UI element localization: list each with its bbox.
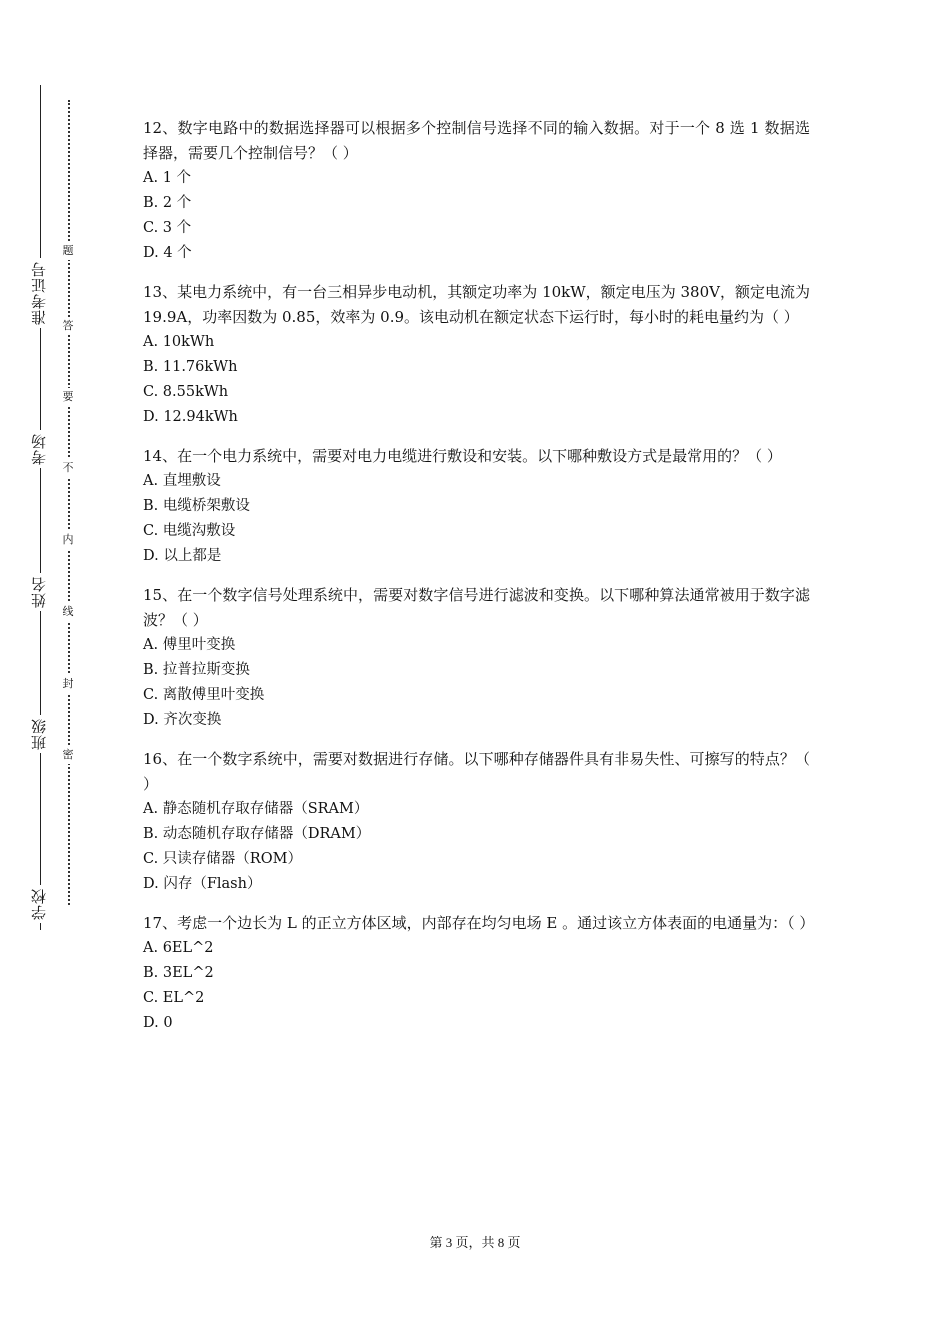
- option-d: D. 闪存（Flash）: [143, 876, 262, 892]
- option-b: B. 3EL^2: [143, 965, 214, 981]
- seal-char: 题: [62, 242, 74, 260]
- option-a: A. 直埋敷设: [143, 473, 221, 489]
- option-b: B. 11.76kWh: [143, 359, 238, 375]
- seal-char: 内: [62, 531, 74, 549]
- question-12: [143, 116, 810, 266]
- question-15: [143, 583, 810, 733]
- seal-char: 线: [62, 603, 74, 621]
- question-stem: 13、某电力系统中，有一台三相异步电动机，其额定功率为 10kW，额定电压为 380V，额定电流为 19.9A，功率因数为 0.85，效率为 0.9。该电动机在额定状态下运行时，每小时的耗电量约为（ ）: [143, 283, 810, 326]
- field-class-label: 班级: [31, 715, 47, 753]
- option-a: A. 静态随机存取存储器（SRAM）: [143, 801, 369, 817]
- field-name-label: 姓名: [31, 573, 47, 611]
- field-school-label: 学校: [31, 885, 47, 923]
- question-13: [143, 280, 810, 430]
- option-c: C. 3 个: [143, 220, 192, 236]
- page-number: 第 3 页，共 8 页: [429, 1235, 521, 1250]
- option-a: A. 10kWh: [143, 334, 215, 350]
- option-c: C. EL^2: [143, 990, 205, 1006]
- seal-char: 答: [62, 317, 74, 335]
- option-d: D. 以上都是: [143, 548, 222, 564]
- seal-char: 要: [62, 388, 74, 406]
- option-d: D. 4 个: [143, 245, 192, 261]
- question-stem: 14、在一个电力系统中，需要对电力电缆进行敷设和安装。以下哪种敷设方式是最常用的？（ ）: [143, 447, 782, 465]
- option-a: A. 6EL^2: [143, 940, 214, 956]
- option-c: C. 离散傅里叶变换: [143, 687, 265, 703]
- option-a: A. 傅里叶变换: [143, 637, 236, 653]
- seal-char: 封: [62, 675, 74, 693]
- field-exam-id-label: 准考证号: [31, 258, 47, 328]
- question-stem: 16、在一个数字系统中，需要对数据进行存储。以下哪种存储器件具有非易失性、可擦写的特点？（ ）: [143, 750, 810, 793]
- seal-char: 不: [62, 459, 74, 477]
- option-c: C. 只读存储器（ROM）: [143, 851, 302, 867]
- binding-dotted-line: [68, 100, 70, 905]
- question-list: [143, 116, 815, 1050]
- field-exam-room-label: 考场: [31, 430, 47, 468]
- question-stem: 15、在一个数字信号处理系统中，需要对数字信号进行滤波和变换。以下哪种算法通常被用于数字滤波？（ ）: [143, 586, 810, 629]
- question-stem: 17、考虑一个边长为 L 的正立方体区域，内部存在均匀电场 E 。通过该立方体表面的电通量为：（ ）: [143, 914, 815, 932]
- option-d: D. 0: [143, 1015, 173, 1031]
- option-c: C. 8.55kWh: [143, 384, 229, 400]
- seal-char: 密: [62, 746, 74, 764]
- question-17: [143, 911, 815, 1036]
- question-14: [143, 444, 810, 569]
- option-b: B. 电缆桥架敷设: [143, 498, 250, 514]
- option-d: D. 12.94kWh: [143, 409, 238, 425]
- option-b: B. 动态随机存取存储器（DRAM）: [143, 826, 371, 842]
- option-a: A. 1 个: [143, 170, 192, 186]
- question-stem: 12、数字电路中的数据选择器可以根据多个控制信号选择不同的输入数据。对于一个 8 选 1 数据选择器，需要几个控制信号？（ ）: [143, 119, 810, 162]
- option-c: C. 电缆沟敷设: [143, 523, 236, 539]
- question-16: [143, 747, 810, 897]
- binding-solid-line: [40, 85, 41, 930]
- option-d: D. 齐次变换: [143, 712, 222, 728]
- option-b: B. 2 个: [143, 195, 192, 211]
- option-b: B. 拉普拉斯变换: [143, 662, 250, 678]
